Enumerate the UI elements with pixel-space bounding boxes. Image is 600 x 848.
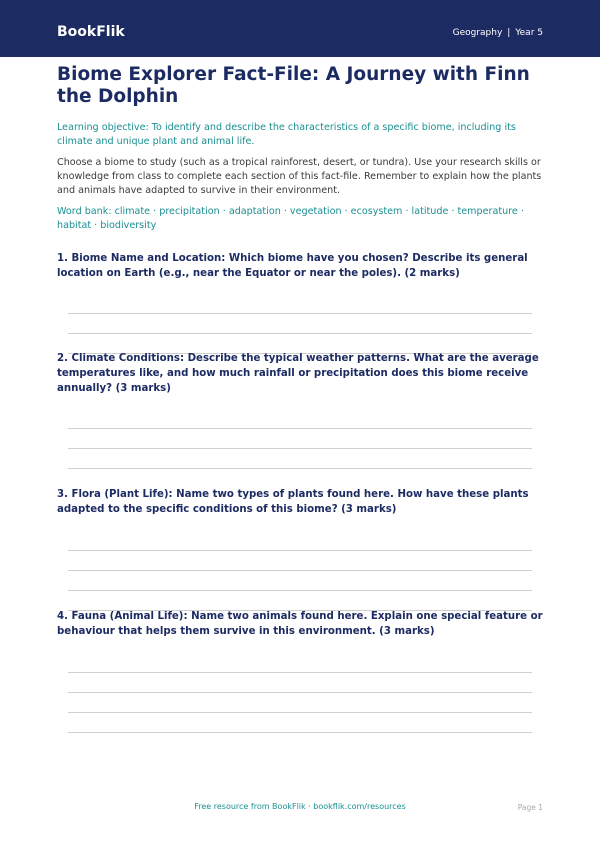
answer-line[interactable] [68, 468, 532, 469]
question-1: 1. Biome Name and Location: Which biome have you chosen? Describe its general location on Earth (e.g., near the Equator or near the poles). (2 marks) [57, 253, 528, 279]
answer-line[interactable] [68, 590, 532, 591]
page-header [0, 0, 600, 57]
footer-text: Free resource from BookFlik · bookflik.com/resources [194, 802, 406, 811]
subject-label: Geography [452, 28, 503, 38]
answer-line[interactable] [68, 672, 532, 673]
answer-line[interactable] [68, 550, 532, 551]
answer-line[interactable] [68, 712, 532, 713]
learning-objective: Learning objective: To identify and describe the characteristics of a specific biome, including its climate and unique plant and animal life. [57, 122, 516, 147]
brand-logo-text: BookFlik [57, 24, 125, 40]
separator: | [507, 28, 511, 38]
answer-line[interactable] [68, 732, 532, 733]
page-number: Page 1 [517, 803, 543, 812]
year-label: Year 5 [515, 28, 543, 38]
page-title: Biome Explorer Fact-File: A Journey with Finn the Dolphin [57, 64, 530, 107]
question-2: 2. Climate Conditions: Describe the typical weather patterns. What are the average temperatures like, and how much rainfall or precipitation does this biome receive annually? (3 marks) [57, 353, 539, 394]
question-4: 4. Fauna (Animal Life): Name two animals found here. Explain one special feature or behaviour that helps them survive in this environment. (3 marks) [57, 611, 543, 637]
instructions-text: Choose a biome to study (such as a tropical rainforest, desert, or tundra). Use your research skills or knowledge from class to complete each section of this fact-file. Remember to explain how the plants and animals have adapted to survive in their environment. [57, 157, 542, 196]
answer-line[interactable] [68, 333, 532, 334]
subject-year-label [453, 26, 543, 40]
answer-line[interactable] [68, 428, 532, 429]
answer-line[interactable] [68, 692, 532, 693]
answer-line[interactable] [68, 570, 532, 571]
question-3: 3. Flora (Plant Life): Name two types of plants found here. How have these plants adapted to the specific conditions of this biome? (3 marks) [57, 489, 529, 515]
answer-line[interactable] [68, 448, 532, 449]
word-bank: Word bank: climate · precipitation · adaptation · vegetation · ecosystem · latitude · temperature · habitat · biodiversity [57, 206, 524, 231]
answer-line[interactable] [68, 313, 532, 314]
